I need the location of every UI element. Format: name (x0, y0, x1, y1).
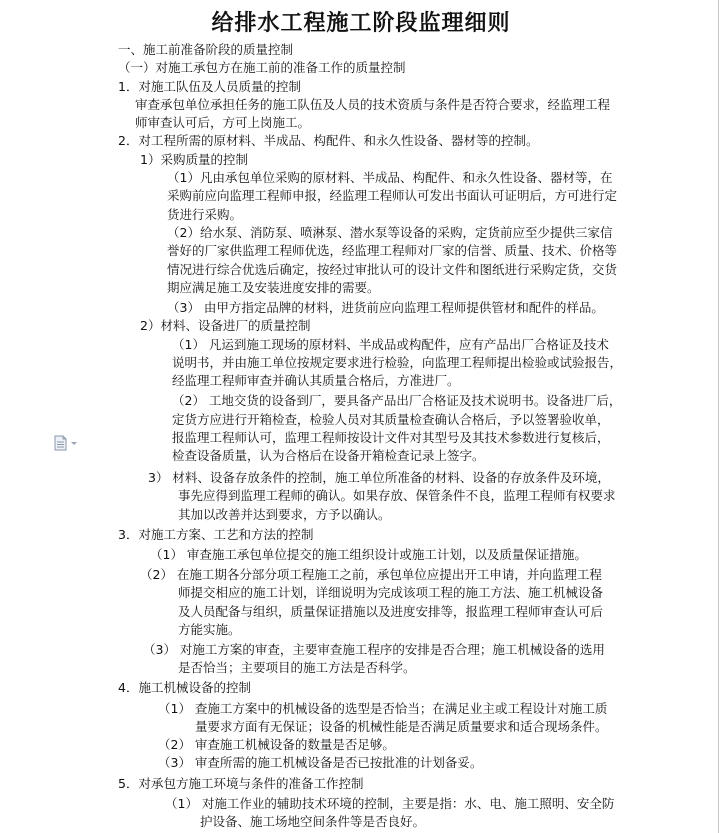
paragraph-line: 其加以改善并达到要求，方予以确认。 (178, 506, 391, 522)
subitem-heading: 3） 材料、设备存放条件的控制，施工单位所准备的材料、设备的存放条件及环境， (148, 470, 610, 486)
document-title: 给排水工程施工阶段监理细则 (211, 10, 511, 36)
item-heading: 1．对施工队伍及人员质量的控制 (118, 78, 301, 94)
paragraph-line: 报监理工程师认可，监理工程师按设计文件对其型号及其技术参数进行复核后， (172, 429, 610, 445)
section-heading: 一、施工前准备阶段的质量控制 (118, 42, 294, 57)
page-edge (718, 0, 719, 833)
paragraph-line: 誉好的厂家供监理工程师优选，经监理工程师对厂家的信誉、质量、技术、价格等 (167, 243, 618, 259)
paragraph-line: 定货方应进行开箱检查，检验人员对其质量检查确认合格后，予以签署验收单， (172, 411, 610, 427)
subitem-heading: 1）采购质量的控制 (140, 151, 248, 167)
paragraph-line: 说明书，并由施工单位按规定要求进行检验，向监理工程师提出检验或试验报告， (172, 354, 623, 370)
paragraph-line: 量要求方面有无保证；设备的机械性能是否满足质量要求和适合现场条件。 (195, 718, 608, 734)
paragraph-line: （3） 审查所需的施工机械设备是否已按批准的计划备妥。 (158, 755, 483, 771)
paragraph-line: （2） 审查施工机械设备的数量是否足够。 (158, 737, 395, 753)
paragraph-line: 情况进行综合优选后确定，按经过审批认可的设计文件和图纸进行采购定货，交货 (167, 261, 618, 277)
paragraph-line: 期应满足施工及安装进度安排的需要。 (167, 279, 380, 295)
paragraph-line: 护设备、施工场地空间条件等是否良好。 (200, 814, 426, 829)
paragraph-line: （3） 由甲方指定品牌的材料，进货前应向监理工程师提供管材和配件的样品。 (167, 299, 604, 315)
paragraph-line: 方能实施。 (178, 621, 241, 637)
paragraph-line: （2） 在施工期各分部分项工程施工之前，承包单位应提出开工申请，并向监理工程 (140, 567, 602, 583)
document-icon[interactable] (53, 435, 79, 451)
paragraph-line: （1） 审查施工承包单位提交的施工组织设计或施工计划，以及质量保证措施。 (150, 546, 587, 562)
paragraph-line: 及人员配备与组织，质量保证措施以及进度安排等，报监理工程师审查认可后 (178, 603, 604, 619)
paragraph-line: 审查承包单位承担任务的施工队伍及人员的技术资质与条件是否符合要求，经监理工程 (135, 96, 611, 112)
paragraph-line: 是否恰当；主要项目的施工方法是否科学。 (178, 660, 416, 676)
item-heading: 5．对承包方施工环境与条件的准备工作控制 (118, 775, 364, 791)
paragraph-line: （2） 工地交货的设备到厂，要具备产品出厂合格证及技术说明书。设备进厂后， (172, 393, 622, 409)
paragraph-line: 师审查认可后，方可上岗施工。 (135, 115, 311, 131)
item-heading: 4．施工机械设备的控制 (118, 680, 251, 696)
paragraph-line: （3） 对施工方案的审查，主要审查施工程序的安排是否合理；施工机械设备的选用 (143, 642, 605, 658)
paragraph-line: 事先应得到监理工程师的确认。如果存放、保管条件不良，监理工程师有权要求 (178, 488, 616, 504)
paragraph-line: 师提交相应的施工计划，详细说明为完成该项工程的施工方法、施工机械设备 (178, 585, 604, 601)
paragraph-line: 采购前应向监理工程师申报，经监理工程师认可发出书面认可证明后，方可进行定 (167, 188, 618, 204)
item-heading: 2．对工程所需的原材料、半成品、构配件、和永久性设备、器材等的控制。 (118, 133, 539, 149)
paragraph-line: （1） 对施工作业的辅助技术环境的控制，主要是指：水、电、施工照明、安全防 (165, 795, 615, 811)
subitem-heading: 2）材料、设备进厂的质量控制 (140, 318, 311, 334)
paragraph-line: （2）给水泵、消防泵、喷淋泵、潜水泵等设备的采购，定货前应至少提供三家信 (167, 224, 613, 240)
subsection-heading: （一）对施工承包方在施工前的准备工作的质量控制 (118, 60, 406, 76)
paragraph-line: （1） 查施工方案中的机械设备的选型是否恰当；在满足业主或工程设计对施工质 (158, 700, 608, 716)
paragraph-line: 检查设备质量，认为合格后在设备开箱检查记录上签字。 (172, 448, 485, 464)
paragraph-line: 经监理工程师审查并确认其质量合格后，方准进厂。 (172, 373, 460, 389)
paragraph-line: （1）凡由承包单位采购的原材料、半成品、构配件、和永久性设备、器材等，在 (167, 170, 613, 186)
paragraph-line: （1） 凡运到施工现场的原材料、半成品或构配件，应有产品出厂合格证及技术 (172, 336, 609, 352)
paragraph-line: 货进行采购。 (167, 206, 243, 222)
item-heading: 3．对施工方案、工艺和方法的控制 (118, 526, 314, 542)
